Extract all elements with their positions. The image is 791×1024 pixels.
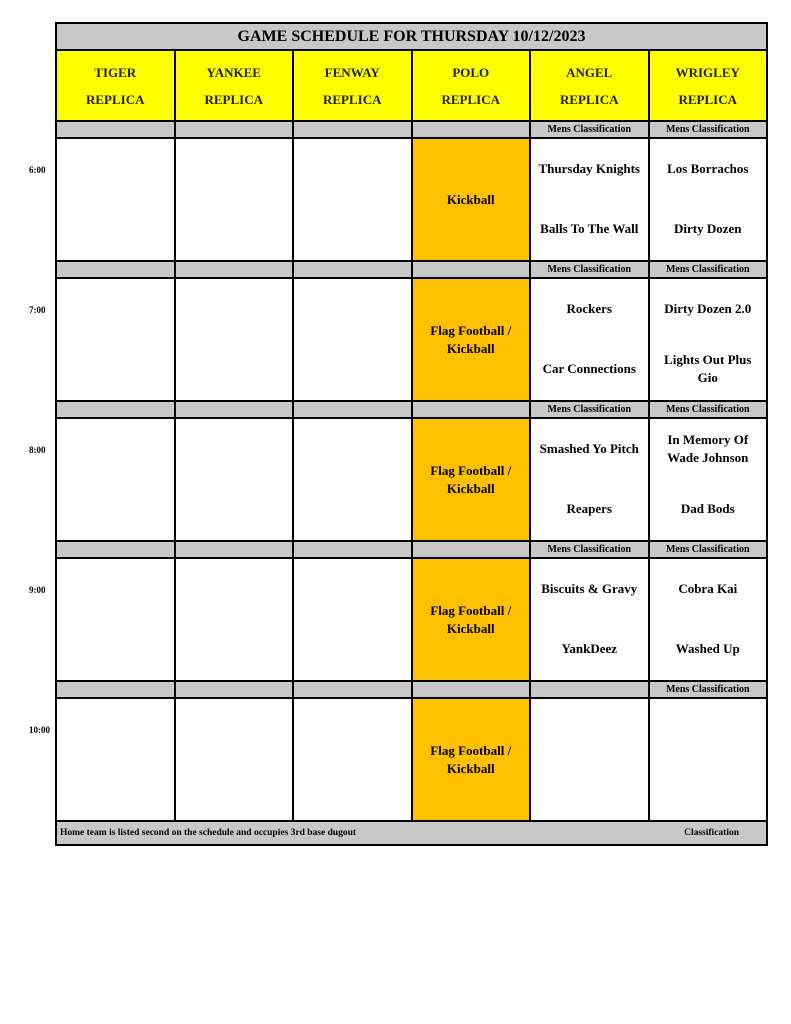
- angel-cell: [531, 419, 650, 540]
- angel-classification: Mens Classification: [531, 122, 650, 137]
- polo-cell: [413, 419, 532, 540]
- game-row: [57, 699, 766, 822]
- fenway-cell: [294, 139, 413, 260]
- yankee-cell: [176, 699, 295, 820]
- away-team: [531, 699, 648, 759]
- home-team: Dirty Dozen: [673, 221, 742, 236]
- angel-cell: [531, 279, 650, 400]
- wrigley-cell: [650, 279, 767, 400]
- field-header-angel: [531, 51, 650, 120]
- wrigley-classification: Mens Classification: [665, 124, 750, 135]
- yankee-cell: [176, 559, 295, 680]
- away-team: Rockers: [566, 301, 612, 316]
- away-team: Los Borrachos: [667, 161, 749, 176]
- away-team: Dirty Dozen 2.0: [664, 301, 752, 316]
- polo-sport: Kickball: [446, 191, 495, 207]
- home-team: Reapers: [566, 501, 612, 516]
- field-name: FENWAY: [324, 64, 380, 80]
- schedule-title: GAME SCHEDULE FOR THURSDAY 10/12/2023: [57, 24, 766, 51]
- field-header-tiger: [57, 51, 176, 120]
- field-sub: REPLICA: [204, 91, 263, 107]
- tiger-cell: [57, 279, 176, 400]
- tiger-cell: [57, 699, 176, 820]
- field-header-wrigley: [650, 51, 767, 120]
- footer-classification: Classification: [684, 828, 739, 838]
- polo-cell: [413, 699, 532, 820]
- time-label: 7:00: [29, 305, 46, 315]
- yankee-cell: [176, 279, 295, 400]
- classification-row: [57, 262, 766, 279]
- schedule-footer: [57, 822, 766, 844]
- polo-cell: [413, 139, 532, 260]
- time-label: 9:00: [29, 585, 46, 595]
- home-team: Lights Out Plus Gio: [664, 352, 752, 385]
- fenway-cell: [294, 279, 413, 400]
- angel-classification: Mens Classification: [531, 262, 650, 277]
- angel-classification: Mens Classification: [531, 402, 650, 417]
- away-team: Thursday Knights: [538, 161, 640, 176]
- wrigley-classification: Mens Classification: [665, 684, 750, 695]
- polo-sport: Flag Football / Kickball: [430, 322, 512, 356]
- tiger-cell: [57, 419, 176, 540]
- schedule-sheet: [55, 22, 768, 846]
- polo-cell: [413, 279, 532, 400]
- polo-sport: Flag Football / Kickball: [430, 742, 512, 776]
- game-row: [57, 419, 766, 542]
- tiger-cell: [57, 559, 176, 680]
- home-team: Washed Up: [675, 641, 740, 656]
- classification-row: [57, 122, 766, 139]
- field-header-fenway: [294, 51, 413, 120]
- game-row: [57, 139, 766, 262]
- wrigley-cell: [650, 559, 767, 680]
- wrigley-cell: [650, 139, 767, 260]
- home-team: Dad Bods: [680, 501, 735, 516]
- wrigley-classification: Mens Classification: [665, 544, 750, 555]
- game-row: [57, 559, 766, 682]
- angel-cell: [531, 139, 650, 260]
- home-team: Car Connections: [542, 361, 636, 376]
- yankee-cell: [176, 139, 295, 260]
- field-name: YANKEE: [206, 64, 261, 80]
- home-team: [650, 759, 767, 819]
- wrigley-classification: Mens Classification: [665, 264, 750, 275]
- polo-sport: Flag Football / Kickball: [430, 602, 512, 636]
- fenway-cell: [294, 699, 413, 820]
- field-sub: REPLICA: [678, 91, 737, 107]
- angel-cell: [531, 699, 650, 820]
- game-row: [57, 279, 766, 402]
- yankee-cell: [176, 419, 295, 540]
- classification-row: [57, 682, 766, 699]
- away-team: [650, 699, 767, 759]
- fenway-cell: [294, 419, 413, 540]
- field-header-polo: [413, 51, 532, 120]
- away-team: In Memory Of Wade Johnson: [667, 432, 749, 465]
- field-sub: REPLICA: [559, 91, 619, 107]
- wrigley-cell: [650, 419, 767, 540]
- home-team: [531, 759, 648, 819]
- home-team: Balls To The Wall: [540, 221, 639, 236]
- time-label: 10:00: [29, 725, 50, 735]
- field-name: TIGER: [94, 64, 137, 80]
- field-sub: REPLICA: [322, 91, 382, 107]
- field-header-row: [57, 51, 766, 122]
- angel-cell: [531, 559, 650, 680]
- away-team: Smashed Yo Pitch: [539, 441, 639, 456]
- angel-classification: [531, 682, 650, 697]
- field-name: WRIGLEY: [675, 64, 740, 80]
- fenway-cell: [294, 559, 413, 680]
- field-header-yankee: [176, 51, 295, 120]
- away-team: Cobra Kai: [678, 581, 738, 596]
- field-sub: REPLICA: [441, 91, 500, 107]
- home-team: YankDeez: [561, 641, 618, 656]
- angel-classification: Mens Classification: [531, 542, 650, 557]
- tiger-cell: [57, 139, 176, 260]
- field-name: POLO: [452, 64, 490, 80]
- classification-row: [57, 542, 766, 559]
- field-sub: REPLICA: [85, 91, 145, 107]
- away-team: Biscuits & Gravy: [541, 581, 638, 596]
- wrigley-classification: Mens Classification: [665, 404, 750, 415]
- wrigley-cell: [650, 699, 767, 820]
- polo-sport: Flag Football / Kickball: [430, 462, 512, 496]
- home-team-note: Home team is listed second on the schedule and occupies 3rd base dugout: [60, 828, 357, 838]
- polo-cell: [413, 559, 532, 680]
- classification-row: [57, 402, 766, 419]
- time-label: 6:00: [29, 165, 46, 175]
- field-name: ANGEL: [566, 64, 613, 80]
- time-label: 8:00: [29, 445, 46, 455]
